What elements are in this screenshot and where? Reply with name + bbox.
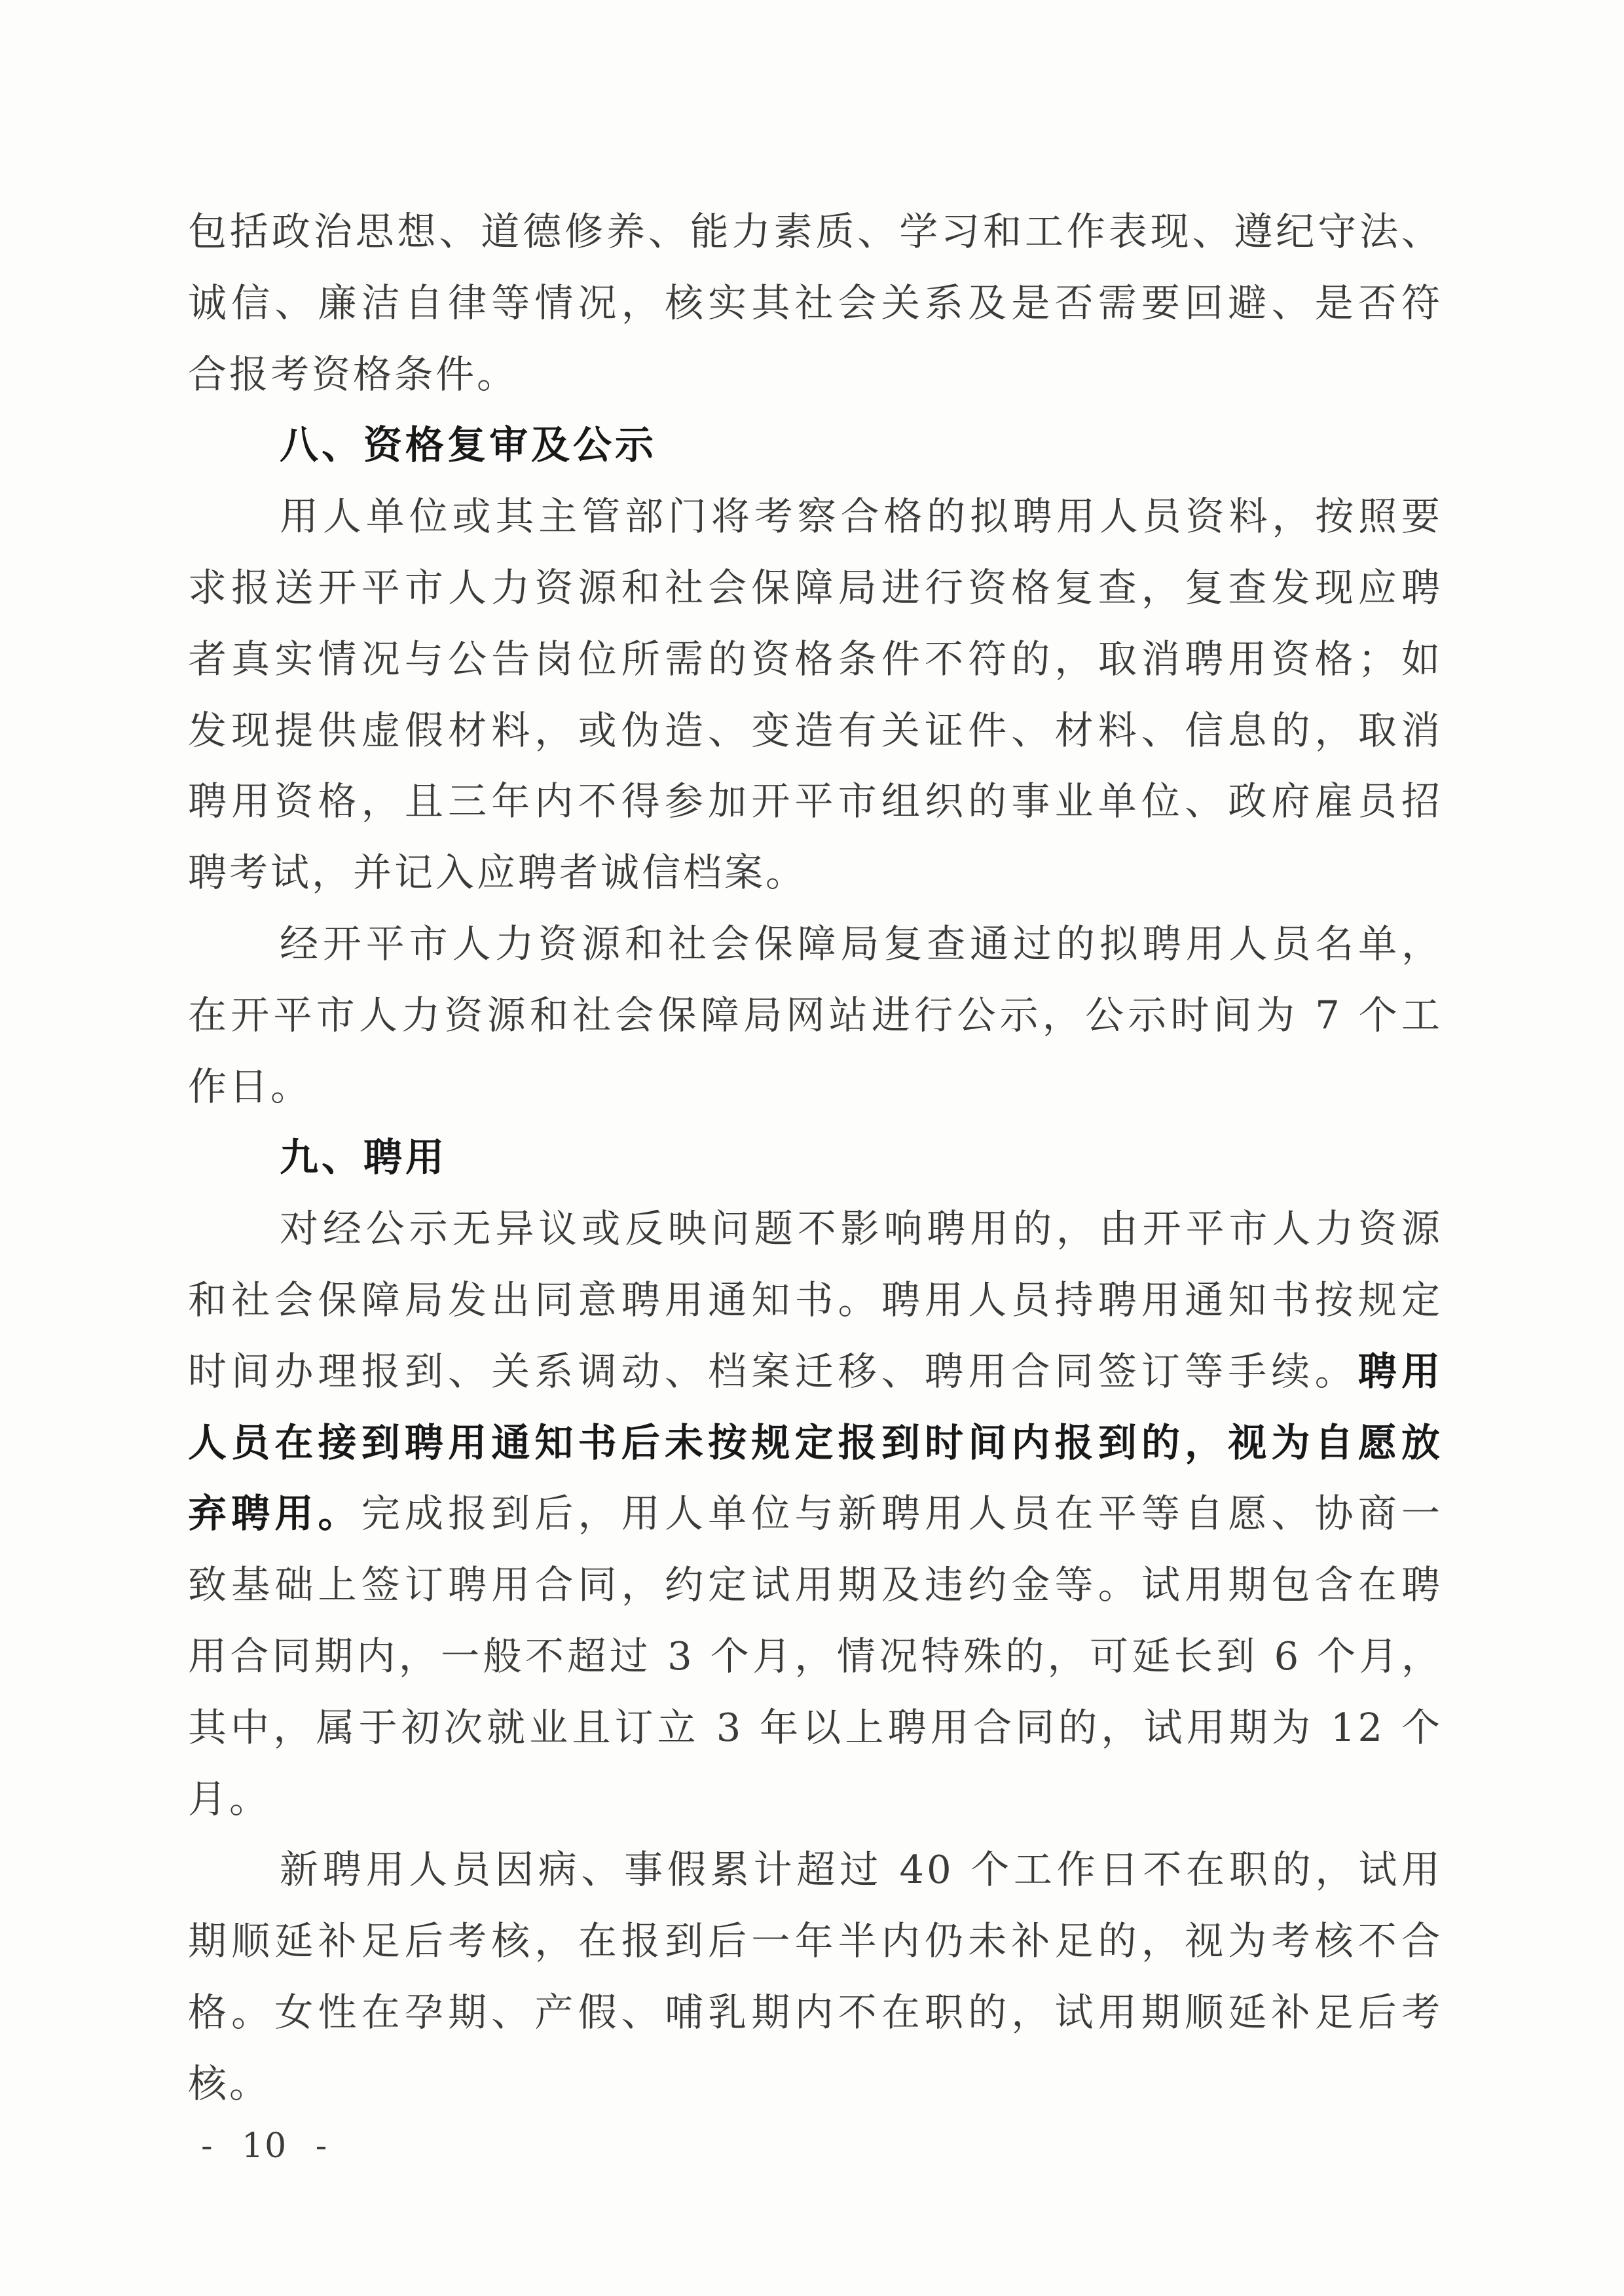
bold-text-segment: 九、聘用 — [280, 1135, 448, 1180]
text-line — [188, 695, 1443, 767]
text-segment: 求报送开平市人力资源和社会保障局进行资格复查，复查发现应聘 — [188, 564, 1443, 610]
text-segment: 诚信、廉洁自律等情况，核实其社会关系及是否需要回避、是否符 — [188, 280, 1443, 325]
text-segment: 聘用资格，且三年内不得参加开平市组织的事业单位、政府雇员招 — [188, 778, 1443, 824]
text-line — [188, 2049, 1443, 2120]
text-segment: 核。 — [188, 2060, 271, 2106]
text-segment: 期顺延补足后考核，在报到后一年半内仍未补足的，视为考核不合 — [188, 1918, 1443, 1964]
text-line — [188, 1764, 1443, 1835]
text-line — [188, 1621, 1443, 1692]
text-line — [188, 624, 1443, 695]
text-line — [188, 268, 1443, 339]
bold-text-segment: 聘用 — [1357, 1348, 1443, 1394]
text-line — [188, 1478, 1443, 1550]
text-segment: 其中，属于初次就业且订立 3 年以上聘用合同的，试用期为 12 个 — [188, 1704, 1443, 1750]
text-segment: 格。女性在孕期、产假、哺乳期内不在职的，试用期顺延补足后考 — [188, 1989, 1443, 2035]
text-line — [188, 1336, 1443, 1408]
text-segment: 在开平市人力资源和社会保障局网站进行公示，公示时间为 7 个工 — [188, 992, 1443, 1038]
text-segment: 包括政治思想、道德修养、能力素质、学习和工作表现、遵纪守法、 — [188, 209, 1443, 254]
text-line — [188, 1906, 1443, 1977]
text-line — [188, 1194, 1443, 1265]
text-segment: 致基础上签订聘用合同，约定试用期及违约金等。试用期包含在聘 — [188, 1562, 1443, 1608]
section-heading — [188, 410, 1443, 481]
text-line — [188, 837, 1443, 909]
text-segment: 新聘用人员因病、事假累计超过 40 个工作日不在职的，试用 — [280, 1847, 1443, 1893]
text-line — [188, 909, 1443, 980]
text-segment: 者真实情况与公告岗位所需的资格条件不符的，取消聘用资格；如 — [188, 636, 1443, 682]
text-segment: 用人单位或其主管部门将考察合格的拟聘用人员资料，按照要 — [280, 494, 1443, 539]
text-segment: 合报考资格条件。 — [188, 351, 519, 397]
bold-text-segment: 弃聘用。 — [188, 1491, 361, 1537]
text-line — [188, 481, 1443, 553]
bold-text-segment: 人员在接到聘用通知书后未按规定报到时间内报到的，视为自愿放 — [188, 1419, 1443, 1465]
bold-text-segment: 八、资格复审及公示 — [280, 422, 657, 468]
section-heading — [188, 1122, 1443, 1194]
text-segment: 用合同期内，一般不超过 3 个月，情况特殊的，可延长到 6 个月， — [188, 1633, 1443, 1679]
text-line — [188, 553, 1443, 624]
text-segment: 完成报到后，用人单位与新聘用人员在平等自愿、协商一 — [361, 1491, 1443, 1537]
text-line — [188, 339, 1443, 410]
text-segment: 聘考试，并记入应聘者诚信档案。 — [188, 850, 807, 896]
text-line — [188, 1692, 1443, 1764]
text-line — [188, 1051, 1443, 1123]
text-line — [188, 1265, 1443, 1336]
text-line — [188, 1550, 1443, 1621]
text-segment: 和社会保障局发出同意聘用通知书。聘用人员持聘用通知书按规定 — [188, 1277, 1443, 1322]
text-line — [188, 766, 1443, 837]
text-segment: 时间办理报到、关系调动、档案迁移、聘用合同签订等手续。 — [188, 1348, 1358, 1394]
text-line — [188, 196, 1443, 268]
text-line — [188, 1408, 1443, 1479]
text-segment: 作日。 — [188, 1063, 312, 1109]
text-segment: 对经公示无异议或反映问题不影响聘用的，由开平市人力资源 — [280, 1206, 1443, 1252]
document-body — [188, 196, 1443, 2120]
text-segment: 经开平市人力资源和社会保障局复查通过的拟聘用人员名单， — [280, 920, 1443, 966]
text-line — [188, 1834, 1443, 1906]
text-segment: 月。 — [188, 1776, 271, 1821]
text-segment: 发现提供虚假材料，或伪造、变造有关证件、材料、信息的，取消 — [188, 707, 1443, 753]
text-line — [188, 1977, 1443, 2049]
page-number: - 10 - — [201, 2126, 329, 2166]
text-line — [188, 980, 1443, 1051]
